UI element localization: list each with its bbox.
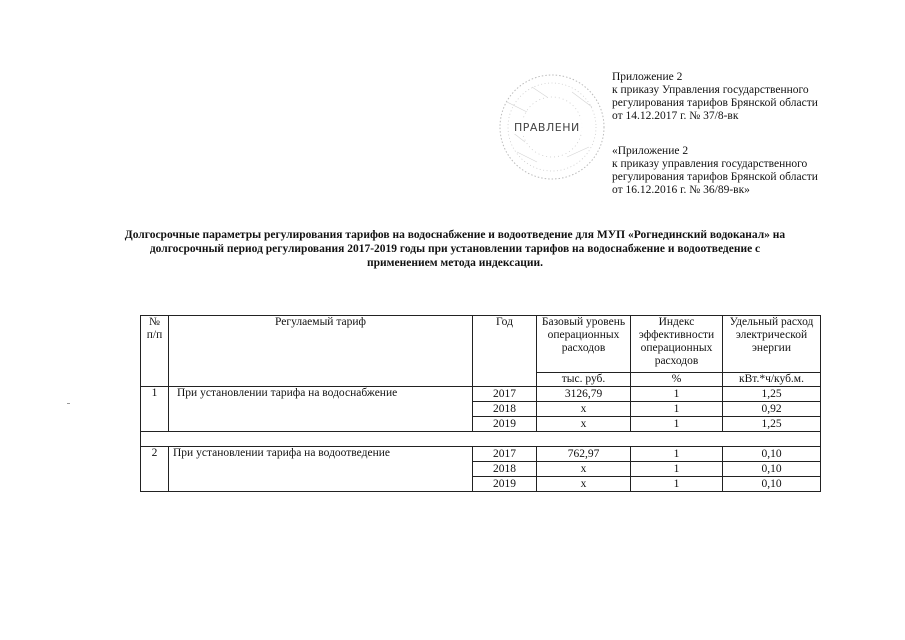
group-name: При установлении тарифа на водоснабжение <box>169 387 473 432</box>
cell-base: х <box>537 462 631 477</box>
appendix-line: «Приложение 2 <box>612 145 689 157</box>
cell-index: 1 <box>631 477 723 492</box>
tariff-parameters-table <box>140 315 821 492</box>
header-energy: Удельный расход электрической энергии <box>723 316 821 373</box>
cell-index: 1 <box>631 462 723 477</box>
cell-index: 1 <box>631 417 723 432</box>
cell-energy: 0,10 <box>723 477 821 492</box>
cell-energy: 1,25 <box>723 387 821 402</box>
cell-index: 1 <box>631 402 723 417</box>
separator-cell <box>141 432 821 447</box>
cell-base: х <box>537 477 631 492</box>
table-separator-row <box>141 432 821 447</box>
unit-energy: кВт.*ч/куб.м. <box>723 373 821 387</box>
title-line: применением метода индексации. <box>367 257 543 269</box>
header-num: № п/п <box>141 316 169 387</box>
appendix-line: регулирования тарифов Брянской области <box>612 97 818 109</box>
cell-base: 762,97 <box>537 447 631 462</box>
title-line: Долгосрочные параметры регулирования тарифов на водоснабжение и водоотведение для МУП «Рогнединский водоканал» на <box>124 229 786 241</box>
cell-index: 1 <box>631 387 723 402</box>
appendix-line: регулирования тарифов Брянской области <box>612 171 818 183</box>
cell-index: 1 <box>631 447 723 462</box>
appendix-line: Приложение 2 <box>612 71 683 83</box>
appendix-current <box>612 71 818 123</box>
table-row <box>141 387 821 402</box>
document-title <box>60 228 850 270</box>
table-header-row <box>141 316 821 373</box>
cell-energy: 1,25 <box>723 417 821 432</box>
cell-energy: 0,10 <box>723 447 821 462</box>
title-line: долгосрочный период регулирования 2017-2019 годы при установлении тарифов на водоснабжение и водоотведение с <box>149 243 761 255</box>
appendix-line: к приказу Управления государственного <box>612 84 809 96</box>
unit-base: тыс. руб. <box>537 373 631 387</box>
appendix-line: от 16.12.2016 г. № 36/89-вк» <box>612 184 750 196</box>
unit-index: % <box>631 373 723 387</box>
cell-year: 2017 <box>473 387 537 402</box>
cell-year: 2018 <box>473 462 537 477</box>
appendix-previous <box>612 145 818 197</box>
cell-base: х <box>537 417 631 432</box>
header-index: Индекс эффективности операционных расходов <box>631 316 723 373</box>
cell-base: х <box>537 402 631 417</box>
appendix-line: к приказу управления государственного <box>612 158 808 170</box>
group-name: При установлении тарифа на водоотведение <box>169 447 473 492</box>
header-tariff: Регулаемый тариф <box>169 316 473 387</box>
cell-energy: 0,92 <box>723 402 821 417</box>
cell-year: 2017 <box>473 447 537 462</box>
cell-year: 2018 <box>473 402 537 417</box>
cell-year: 2019 <box>473 417 537 432</box>
cell-energy: 0,10 <box>723 462 821 477</box>
group-num: 2 <box>141 447 169 492</box>
group-num: 1 <box>141 387 169 432</box>
header-year: Год <box>473 316 537 387</box>
stamp-seal <box>497 72 607 182</box>
header-base: Базовый уровень операционных расходов <box>537 316 631 373</box>
scan-speck <box>67 403 70 404</box>
table-row <box>141 447 821 462</box>
svg-text:ПРАВЛЕНИ: ПРАВЛЕНИ <box>514 121 580 134</box>
cell-base: 3126,79 <box>537 387 631 402</box>
appendix-line: от 14.12.2017 г. № 37/8-вк <box>612 110 739 122</box>
cell-year: 2019 <box>473 477 537 492</box>
